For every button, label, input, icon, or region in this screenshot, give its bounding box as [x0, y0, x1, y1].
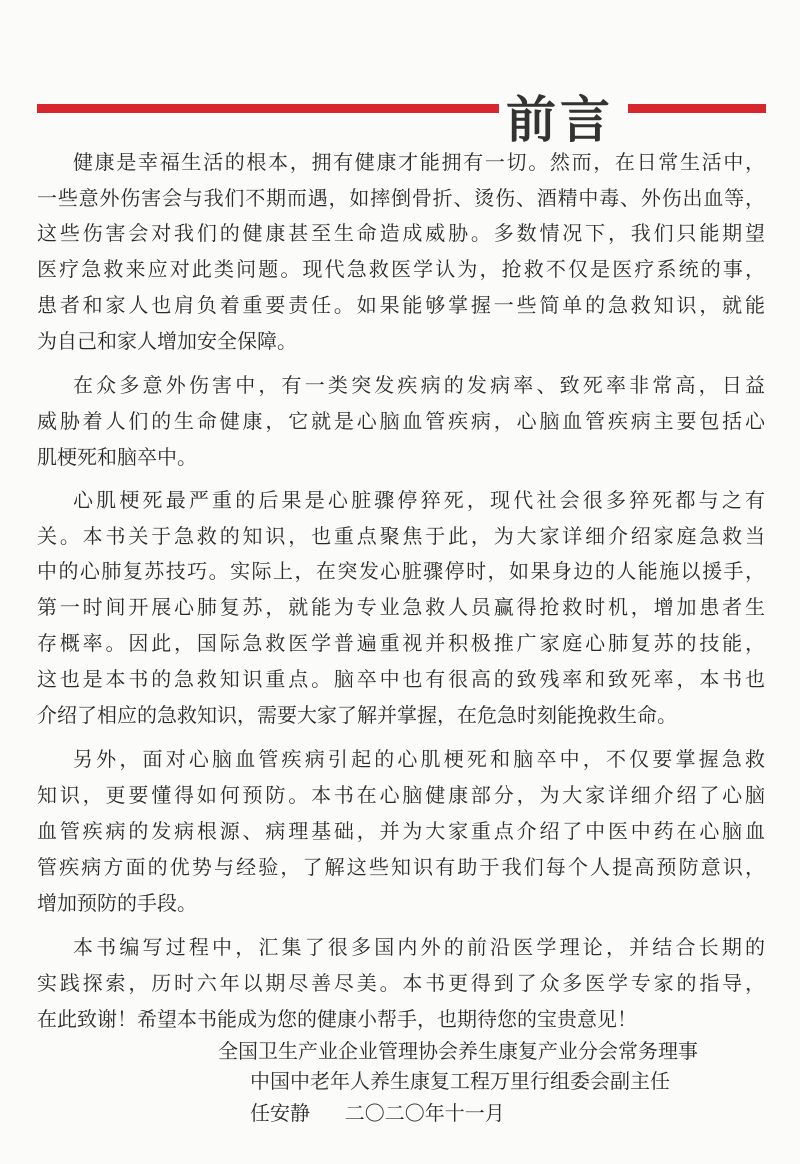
signature-affiliation-2: 中国中老年人养生康复工程万里行组委会副主任 [250, 1069, 670, 1093]
paragraph-5-line: 实践探索，历时六年以期尽善尽美。本书更得到了众多医学专家的指导， [37, 971, 765, 995]
paragraph-1-line: 一些意外伤害会与我们不期而遇，如摔倒骨折、烫伤、酒精中毒、外伤出血等， [37, 186, 765, 210]
paragraph-1-line: 患者和家人也肩负着重要责任。如果能够掌握一些简单的急救知识，就能 [37, 293, 765, 317]
paragraph-3-line: 心肌梗死最严重的后果是心脏骤停猝死，现代社会很多猝死都与之有 [73, 488, 765, 512]
paragraph-5-line: 本书编写过程中，汇集了很多国内外的前沿医学理论，并结合长期的 [73, 935, 765, 959]
page-title: 前言 [506, 91, 614, 149]
paragraph-2-line: 肌梗死和脑卒中。 [37, 445, 197, 469]
paragraph-5-line: 在此致谢！希望本书能成为您的健康小帮手，也期待您的宝贵意见！ [37, 1007, 637, 1031]
signature-date: 二〇二〇年十一月 [344, 1101, 505, 1125]
signature-author-date [250, 1100, 505, 1126]
paragraph-3-line: 介绍了相应的急救知识，需要大家了解并掌握，在危急时刻能挽救生命。 [37, 703, 677, 727]
paragraph-1-line: 这些伤害会对我们的健康甚至生命造成威胁。多数情况下，我们只能期望 [37, 221, 765, 245]
paragraph-4-line: 增加预防的手段。 [37, 891, 197, 915]
paragraph-1-line: 为自己和家人增加安全保障。 [37, 329, 297, 353]
paragraph-4-line: 血管疾病的发病根源、病理基础，并为大家重点介绍了中医中药在心脑血 [37, 819, 765, 843]
paragraph-3-line: 关。本书关于急救的知识，也重点聚焦于此，为大家详细介绍家庭急救当 [37, 524, 765, 548]
title-rule-left [37, 104, 499, 113]
paragraph-2-line: 威胁着人们的生命健康，它就是心脑血管疾病，心脑血管疾病主要包括心 [37, 409, 765, 433]
paragraph-3-line: 存概率。因此，国际急救医学普遍重视并积极推广家庭心肺复苏的技能， [37, 631, 765, 655]
paragraph-4-line: 另外，面对心脑血管疾病引起的心肌梗死和脑卒中，不仅要掌握急救 [73, 747, 765, 771]
paragraph-3-line: 这也是本书的急救知识重点。脑卒中也有很高的致残率和致死率，本书也 [37, 667, 765, 691]
signature-author: 任安静 [250, 1101, 310, 1125]
title-rule-right [628, 104, 766, 113]
paragraph-3-line: 中的心肺复苏技巧。实际上，在突发心脏骤停时，如果身边的人能施以援手， [37, 559, 765, 583]
paragraph-4-line: 知识，更要懂得如何预防。本书在心脑健康部分，为大家详细介绍了心脑 [37, 783, 765, 807]
signature-affiliation-1: 全国卫生产业企业管理协会养生康复产业分会常务理事 [218, 1039, 698, 1063]
paragraph-4-line: 管疾病方面的优势与经验，了解这些知识有助于我们每个人提高预防意识， [37, 855, 765, 879]
paragraph-1-line: 医疗急救来应对此类问题。现代急救医学认为，抢救不仅是医疗系统的事， [37, 257, 765, 281]
paragraph-2-line: 在众多意外伤害中，有一类突发疾病的发病率、致死率非常高，日益 [73, 373, 765, 397]
paragraph-1-line: 健康是幸福生活的根本，拥有健康才能拥有一切。然而，在日常生活中， [73, 150, 765, 174]
paragraph-3-line: 第一时间开展心肺复苏，就能为专业急救人员赢得抢救时机，增加患者生 [37, 595, 765, 619]
